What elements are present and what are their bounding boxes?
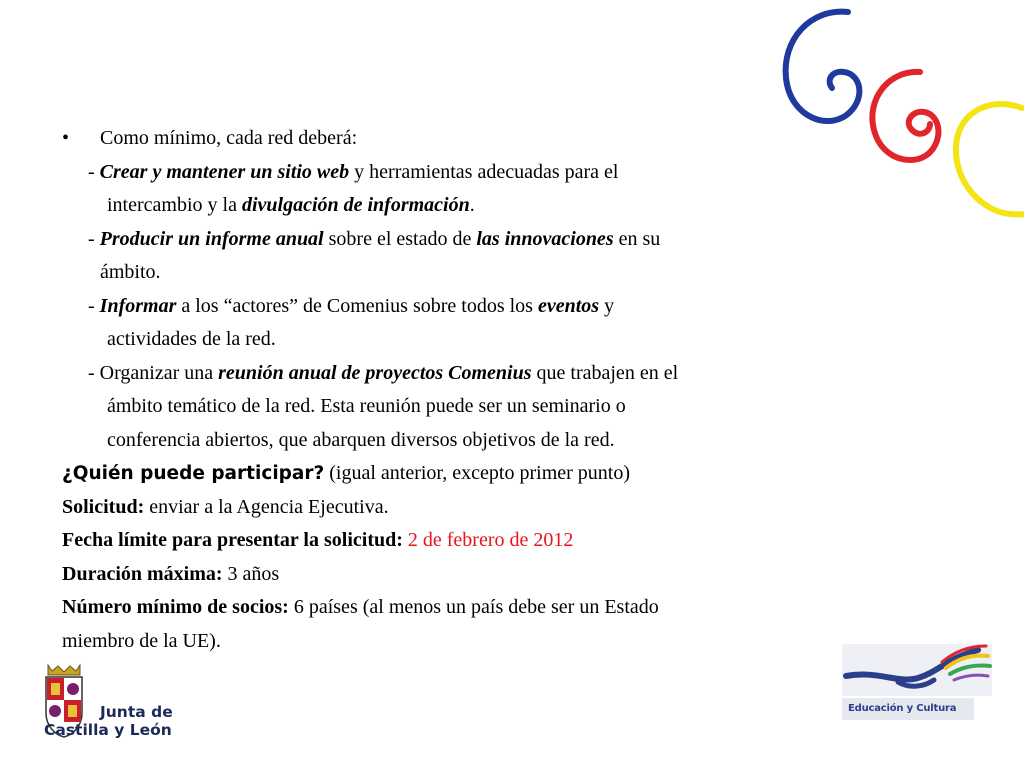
red-spiral (872, 72, 938, 160)
partners-line-cont: miembro de la UE). (62, 629, 221, 652)
blue-spiral (786, 12, 860, 121)
item-meeting: - Organizar una reunión anual de proyectos Comenius que trabajen en el (88, 361, 679, 384)
item-report: - Producir un informe anual sobre el estado de las innovaciones en su (88, 227, 661, 250)
partners-line: Número mínimo de socios: 6 países (al menos un país debe ser un Estado (62, 596, 659, 618)
deadline-date: 2 de febrero de 2012 (402, 529, 574, 551)
duration-line: Duración máxima: 3 años (62, 562, 280, 585)
item-inform-cont: actividades de la red. (107, 328, 276, 350)
who-can-participate: ¿Quién puede participar? (igual anterior, excepto primer punto) (62, 462, 631, 484)
item-meeting-cont2: conferencia abiertos, que abarquen diversos objetivos de la red. (107, 428, 615, 451)
bullet-intro: • Como mínimo, cada red deberá: (62, 122, 852, 156)
deadline-line: Fecha límite para presentar la solicitud: 2 de febrero de 2012 (62, 529, 574, 551)
item-website: - Crear y mantener un sitio web y herramientas adecuadas para el (88, 160, 619, 183)
request-line: Solicitud: enviar a la Agencia Ejecutiva. (62, 495, 389, 518)
junta-logo-text: Junta de Castilla y León (44, 703, 173, 739)
bullet-symbol: • (62, 127, 70, 149)
bird-emblem-icon (838, 640, 994, 700)
yellow-spiral (956, 104, 1024, 214)
slide-body (62, 122, 852, 658)
item-report-cont: ámbito. (100, 261, 161, 283)
item-website-cont: intercambio y la divulgación de información. (107, 194, 475, 216)
junta-castilla-leon-logo (42, 663, 192, 745)
item-meeting-cont1: ámbito temático de la red. Esta reunión puede ser un seminario o (107, 395, 626, 417)
item-inform: - Informar a los “actores” de Comenius sobre todos los eventos y (88, 294, 615, 317)
educacion-cultura-logo: Educación y Cultura (838, 640, 994, 732)
